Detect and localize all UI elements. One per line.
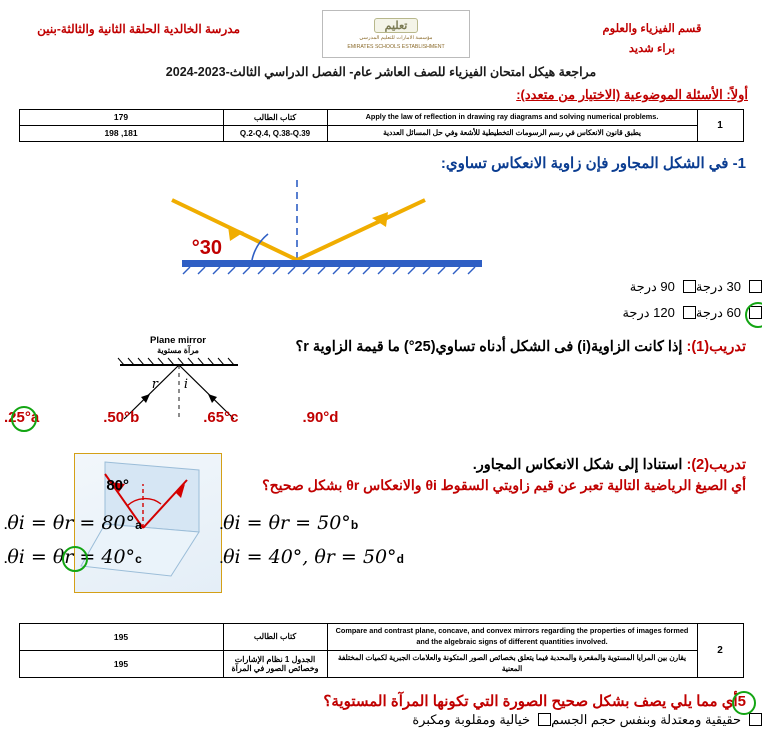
option-letter: a. (4, 517, 142, 532)
angle-80-label: 80° (106, 476, 129, 494)
drill1-option-a[interactable] (0, 407, 43, 428)
checkbox-q1-opt0[interactable] (749, 280, 762, 293)
mirror-surface (182, 260, 482, 267)
option-label: 120 درجة (622, 304, 675, 320)
option-letter: c. (203, 408, 239, 426)
drill-1-block (0, 335, 762, 453)
question-1-options (392, 279, 762, 321)
pages-value: 181, 198 (19, 125, 223, 141)
option-letter: a. (4, 408, 40, 426)
drill2-option-c[interactable] (0, 544, 146, 570)
option-letter: b. (103, 408, 140, 426)
question-5-options (342, 712, 762, 728)
question-5-heading (0, 684, 762, 712)
section-heading: أولاً: الأسئلة الموضوعية (الاختيار من متعدد): (516, 87, 748, 102)
drill1-option-d[interactable] (298, 407, 342, 428)
option-value: 25° (8, 408, 31, 426)
objective-en: Compare and contrast plane, concave, and convex mirrors regarding the properties of images formed and the algebraic signs of different quantities involved. (327, 623, 697, 650)
option-row[interactable] (622, 305, 695, 321)
drill-2-block (0, 453, 762, 621)
option-row[interactable] (622, 279, 695, 295)
option-value: 50° (107, 408, 131, 426)
table-row (19, 650, 743, 677)
logo-badge-text: تعليم (374, 18, 419, 33)
mirror-hatching (183, 267, 475, 274)
mirror-hatch (118, 358, 234, 365)
reflection-diagram-svg (0, 174, 762, 279)
option-row[interactable] (551, 712, 762, 728)
drill2-option-b[interactable] (216, 510, 362, 536)
option-row[interactable] (696, 279, 762, 295)
row-number: 1 (697, 110, 743, 142)
drill-2-options-row-1 (0, 506, 762, 540)
angle-r-label: r (151, 376, 158, 392)
department-name: قسم الفيزياء والعلوم (602, 23, 702, 35)
figure-plane-mirror (78, 335, 278, 445)
drill2-option-a[interactable] (0, 510, 146, 536)
checkbox-q1-opt1[interactable] (683, 280, 696, 293)
question-5-text: أي مما يلي يصف بشكل صحيح الصورة التي تكونها المرآة المستوية؟ (323, 692, 738, 710)
table-row (19, 623, 743, 650)
plane-mirror-label-ar: مرآة مستوية (157, 345, 199, 355)
option-formula: θi = θr = 80° (7, 511, 136, 534)
option-formula: θi = θr = 50° (223, 511, 351, 534)
angle-value-label: °30 (191, 236, 222, 259)
drill-2-tag: تدريب(2): (686, 456, 746, 473)
drill-2-text: استنادا إلى شكل الانعكاس المجاور. (472, 456, 683, 473)
drill1-option-b[interactable] (99, 407, 143, 428)
table-row (19, 110, 743, 126)
reflected-ray (297, 200, 425, 260)
drill-1-options (0, 405, 762, 428)
angle-i-label: i (183, 376, 188, 392)
figure-reflection-rays (0, 174, 762, 279)
option-label: 30 درجة (695, 278, 741, 294)
question-1-text: 1- في الشكل المجاور فإن زاوية الانعكاس تساوي: (440, 154, 746, 172)
department-info (552, 8, 752, 59)
option-letter: d. (219, 551, 404, 566)
book-header: كتاب الطالب (223, 110, 327, 126)
book-value: Q.2-Q.4, Q.38-Q.39 (223, 125, 327, 141)
pages-header: 195 (19, 623, 223, 650)
document-header (0, 0, 762, 62)
option-row[interactable] (412, 712, 551, 728)
book-value: الجدول 1 نظام الإشارات وخصائص الصور في المرآة (223, 650, 327, 677)
drill1-option-c[interactable] (199, 407, 242, 428)
checkbox-q5-opt1[interactable] (538, 713, 551, 726)
row-number: 2 (697, 623, 743, 677)
table-row (19, 125, 743, 141)
plane-mirror-label-en: Plane mirror (150, 334, 206, 346)
checkbox-q1-opt2-selected[interactable] (749, 306, 762, 319)
option-formula: θi = 40°, θr = 50° (223, 545, 397, 568)
option-letter: d. (302, 408, 339, 426)
drill-2-options-row-2 (0, 540, 762, 574)
option-value: 90° (306, 408, 330, 426)
page-title: مراجعة هيكل امتحان الفيزياء للصف العاشر عام- الفصل الدراسي الثالث-2023-2024 (165, 65, 597, 79)
checkbox-q5-opt0[interactable] (749, 713, 762, 726)
drill-2-question: أي الصيغ الرياضية التالية تعبر عن قيم زاويتي السقوط θi والانعكاس θr بشكل صحيح؟ (262, 476, 746, 493)
incident-arrow (228, 226, 244, 241)
school-name: مدرسة الخالدية الحلقة الثانية والثالثة-بنين (37, 22, 240, 36)
option-label: حقيقية ومعتدلة وبنفس حجم الجسم (551, 711, 741, 727)
objective-en: Apply the law of reflection in drawing ray diagrams and solving numerical problems. (327, 110, 697, 126)
question-5-number: 5 (737, 692, 746, 710)
option-letter: b. (219, 517, 359, 532)
drill2-option-d[interactable] (216, 544, 408, 570)
standards-table-2 (19, 623, 744, 678)
pages-header: 179 (19, 110, 223, 126)
option-value: 65° (207, 408, 231, 426)
option-label: 90 درجة (629, 278, 675, 294)
objective-ar: يقارن بين المرايا المستوية والمقعرة والمحدبة فيما يتعلق بخصائص الصور المتكونة والعلامات الجبرية لكميات المختلفة المعنية (327, 650, 697, 677)
checkbox-q1-opt3[interactable] (683, 306, 696, 319)
option-label: خيالية ومقلوبة ومكبرة (412, 711, 531, 727)
option-label: 60 درجة (695, 304, 741, 320)
book-header: كتاب الطالب (223, 623, 327, 650)
teacher-name: براء شديد (628, 42, 676, 55)
objective-ar: يطبق قانون الانعكاس في رسم الرسومات التخطيطية للأشعة وفي حل المسائل العددية (327, 125, 697, 141)
option-formula: θi = θr = 40° (7, 545, 136, 568)
logo-subtitle-en: EMIRATES SCHOOLS ESTABLISHMENT (347, 43, 445, 50)
drill-1-text: إذا كانت الزاوية(i) فى الشكل أدناه تساوي(25°) ما قيمة الزاوية r؟ (295, 338, 683, 355)
option-letter: c. (4, 551, 142, 566)
standards-table-1 (19, 109, 744, 142)
logo-subtitle-ar: مؤسسة الامارات للتعليم المدرسي (359, 34, 433, 41)
pages-value: 195 (19, 650, 223, 677)
ministry-logo (322, 10, 470, 58)
option-row[interactable] (696, 305, 762, 321)
drill-1-tag: تدريب(1): (686, 338, 746, 355)
